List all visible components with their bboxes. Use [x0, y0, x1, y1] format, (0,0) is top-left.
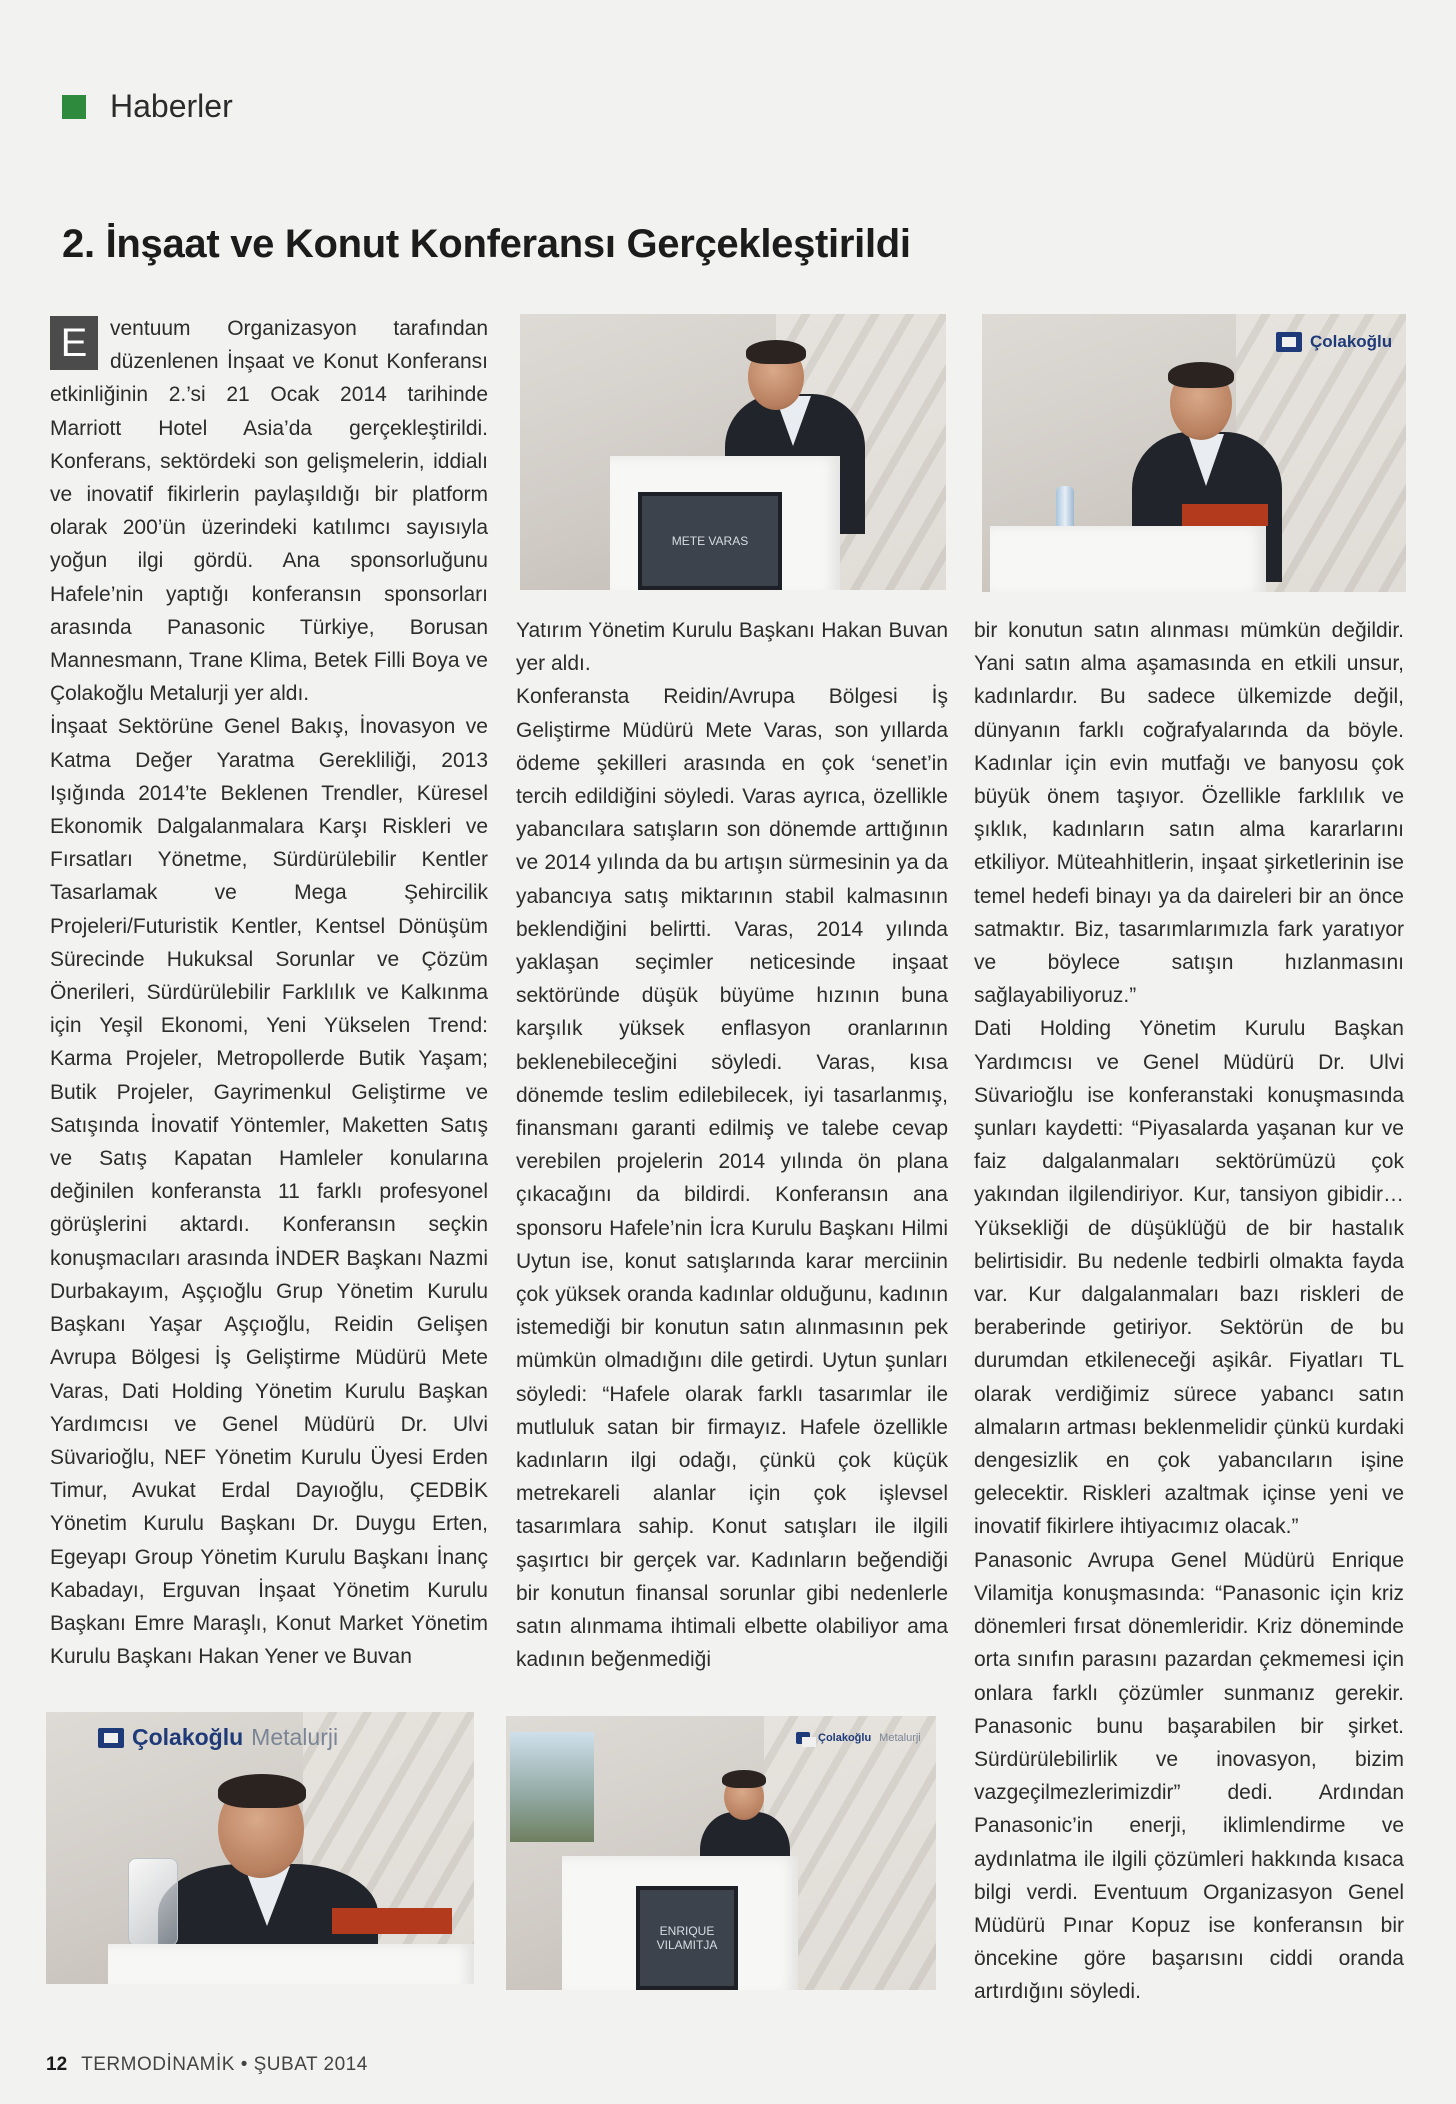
paragraph-topics: İnşaat Sektörüne Genel Bakış, İnovasyon ve Katma Değer Yaratma Gerekliliği, 2013 Işığında 2014’te Beklenen Trendler, Küresel Ekonomik Dalgalanmalara Karşı Riskleri ve Fırsatları Yönetme, Sürdürülebilir Kentler Tasarlamak ve Mega Şehircilik Projeleri/Futuristik Kentler, Kentsel Dönüşüm Sürecinde Hukuksal Sorunlar ve Çözüm Önerileri, Sürdürülebilir Farklılık ve Kalkınma için Yeşil Ekonomi, Yeni Yükselen Trend: Karma Projeler, Metropollerde Butik Yaşam; Butik Projeler, Gayrimenkul Geliştirme ve Satışında İnovatif Yöntemler, Maketten Satış ve Satış Kapatan Hamleler konularına değinilen konferansta 11 farklı profesyonel görüşlerini aktardı. Konferansın seçkin konuşmacıları arasında İNDER Başkanı Nazmi Durbakayım, Aşçıoğlu Grup Yönetim Kurulu Başkanı Yaşar Aşçıoğlu, Reidin Gelişen Avrupa Bölgesi İş Geliştirme Müdürü Mete Varas, Dati Holding Yönetim Kurulu Başkan Yardımcısı ve Genel Müdürü Dr. Ulvi Süvarioğlu, NEF Yönetim Kurulu Üyesi Erden Timur, Avukat Erdal Dayıoğlu, ÇEDBİK Yönetim Kurulu Başkanı Dr. Duygu Erten, Egeyapı Group Yönetim Kurulu Başkanı İnanç Kabadayı, Erguvan İnşaat Yönetim Kurulu Başkanı Emre Maraşlı, Konut Market Yönetim Kurulu Başkanı Hakan Yener ve Buvan [50, 715, 488, 1669]
podium-screen-name: ENRIQUE VILAMITJA [656, 1924, 718, 1952]
colakoglu-logo-text: Çolakoğlu [818, 1732, 872, 1744]
colakoglu-logo-icon [1276, 332, 1302, 352]
colakoglu-logo-icon [796, 1732, 810, 1744]
colakoglu-logo-subtext: Metalurji [879, 1732, 921, 1744]
paragraph-varas: Konferansta Reidin/Avrupa Bölgesi İş Geliştirme Müdürü Mete Varas, son yıllarda ödeme şekilleri arasında en çok ‘senet’in tercih edildiğini söyledi. Varas ayrıca, özellikle yabancılara satışların son dönemde arttığının ve 2014 yılında da bu artışın sürmesinin ya da yabancıya satış miktarının stabil kalmasının beklendiğini belirtti. Varas, 2014 yılında yaklaşan seçimler neticesinde inşaat sektöründe düşük büyüme hızının buna karşılık yüksek enflasyon oranlarının beklenebileceğini söyledi. Varas, kısa dönemde teslim edilebilecek, iyi tasarlanmış, finansmanı garanti edilmiş ve talebe cevap verebilen projelerin 2014 yılında ön plana çıkacağını da bildirdi. Konferansın ana sponsoru Hafele’nin İcra Kurulu Başkanı Hilmi Uytun ise, konut satışlarında karar merciinin çok yüksek oranda kadınlar olduğunu, kadının istemediği bir konutun satın alınmasının pek mümkün olmadığını dile getirdi. Uytun şunları söyledi: “Hafele olarak farklı tasarımlar ile mutluluk satan bir firmayız. Hafele özellikle kadınların ilgi odağı, çünkü çok küçük metrekareli alanlar için çok işlevsel tasarımlara sahip. Konut satışları ile ilgili şaşırtıcı bir gerçek var. Kadınların beğendiği bir konutun finansal sorunlar gibi nedenlerle satın alınmama ihtimali elbette olabiliyor ama kadının beğenmediği [516, 685, 948, 1672]
podium-screen [636, 1886, 738, 1990]
paragraph-intro-text: ventuum Organizasyon tarafından düzenlenen İnşaat ve Konut Konferansı etkinliğinin 2.’si 21 Ocak 2014 tarihinde Marriott Hotel Asia’da gerçekleştirildi. Konferans, sektördeki son gelişmelerin, iddialı ve inovatif fikirlerin paylaşıldığı bir platform olarak 200’ün üzerindeki katılımcı sayısıyla yoğun ilgi gördü. Ana sponsorluğunu Hafele’nin yaptığı konferansın sponsorları arasında Panasonic Türkiye, Borusan Mannesmann, Trane Klima, Betek Filli Boya ve Çolakoğlu Metalurji yer aldı. [50, 317, 488, 706]
column-1 [50, 312, 488, 1673]
article-title: 2. İnşaat ve Konut Konferansı Gerçekleştirildi [62, 222, 911, 266]
section-label: Haberler [110, 88, 233, 124]
colakoglu-logo-subtext: Metalurji [251, 1724, 339, 1750]
speaker-hair [1168, 362, 1234, 388]
column-3 [974, 614, 1404, 2009]
drop-cap: E [50, 316, 98, 370]
podium-screen [638, 492, 782, 590]
colakoglu-metalurji-logo [796, 1732, 921, 1744]
glass-award [128, 1858, 178, 1946]
paragraph-continuation-2: bir konutun satın alınması mümkün değildir. Yani satın alma aşamasında en etkili unsur, kadınlardır. Bu sadece ülkemizde değil, dünyanın farklı coğrafyalarında da böyle. Kadınlar için evin mutfağı ve banyosu çok büyük önem taşıyor. Özellikle farklılık ve şıklık, kadınların satın alma kararlarını etkiliyor. Müteahhitlerin, inşaat şirketlerinin ise temel hedefi binayı ya da daireleri bir an önce satmaktır. Biz, tasarımlarımızla fark yaratıyor ve böylece satışın hızlanmasını sağlayabiliyoruz.” [974, 619, 1404, 1008]
page-footer [46, 2054, 368, 2076]
podium [108, 1944, 474, 1984]
paragraph-panasonic: Panasonic Avrupa Genel Müdürü Enrique Vilamitja konuşmasında: “Panasonic için kriz dönemleri fırsat dönemleridir. Kriz döneminde orta sınıfın parasını pazardan çekmemesi için onlara farklı çözümler sunmanız gerekir. Panasonic bunu başarabilen bir şirket. Sürdürülebilirlik ve inovasyon, bizim vazgeçilmezlerimizdir” dedi. Ardından Panasonic’in enerji, iklimlendirme ve aydınlatma ile ilgili çözümleri hakkında kısaca bilgi verdi. Eventuum Organizasyon Genel Müdürü Pınar Kopuz ise konferansın bir öncekine göre başarısını ciddi oranda artırdığını söyledi. [974, 1548, 1404, 2004]
presentation-screen [510, 1732, 594, 1842]
section-header [62, 88, 233, 125]
speaker-hair [722, 1770, 766, 1788]
page-number: 12 [46, 2054, 68, 2075]
photo-award-speaker [46, 1712, 474, 1984]
red-folder [332, 1908, 452, 1934]
photo-speaker-mete-varas [520, 314, 946, 590]
colakoglu-metalurji-logo [98, 1724, 338, 1751]
paragraph-intro [50, 312, 488, 710]
section-marker [62, 95, 86, 119]
colakoglu-logo-icon [98, 1728, 124, 1748]
red-folder [1182, 504, 1268, 526]
photo-speaker-enrique-vilamitja [506, 1716, 936, 1990]
column-2 [516, 614, 948, 1677]
colakoglu-logo [1276, 332, 1392, 352]
speaker-hair [218, 1774, 306, 1808]
podium [990, 526, 1266, 592]
colakoglu-logo-text: Çolakoğlu [1310, 332, 1393, 351]
magazine-issue: TERMODİNAMİK • ŞUBAT 2014 [81, 2054, 368, 2075]
colakoglu-logo-text: Çolakoğlu [132, 1724, 244, 1750]
paragraph-continuation: Yatırım Yönetim Kurulu Başkanı Hakan Buvan yer aldı. [516, 619, 948, 676]
photo-speaker-colakoglu [982, 314, 1406, 592]
paragraph-suvarioglu: Dati Holding Yönetim Kurulu Başkan Yardımcısı ve Genel Müdürü Dr. Ulvi Süvarioğlu ise konferanstaki konuşmasında şunları kaydetti: “Piyasalarda yaşanan kur ve faiz dalgalanmaları sektörümüzü çok yakından ilgilendiriyor. Kur, tansiyon gibidir… Yüksekliği de düşüklüğü de bir hastalık belirtisidir. Bu nedenle tedbirli olmakta fayda var. Kur dalgalanmaları bazı riskleri de beraberinde getiriyor. Sektörün de bu durumdan etkileneceği aşikâr. Fiyatları TL olarak verdiğimiz sürece yabancı satın almaların artması beklenmelidir çünkü kurdaki dengesizlik en çok yabancıların işine gelecektir. Riskleri azaltmak içinse yeni ve inovatif fikirlere ihtiyacımız olacak.” [974, 1017, 1404, 1539]
speaker-hair [746, 340, 806, 364]
podium-screen-name: METE VARAS [671, 534, 749, 548]
